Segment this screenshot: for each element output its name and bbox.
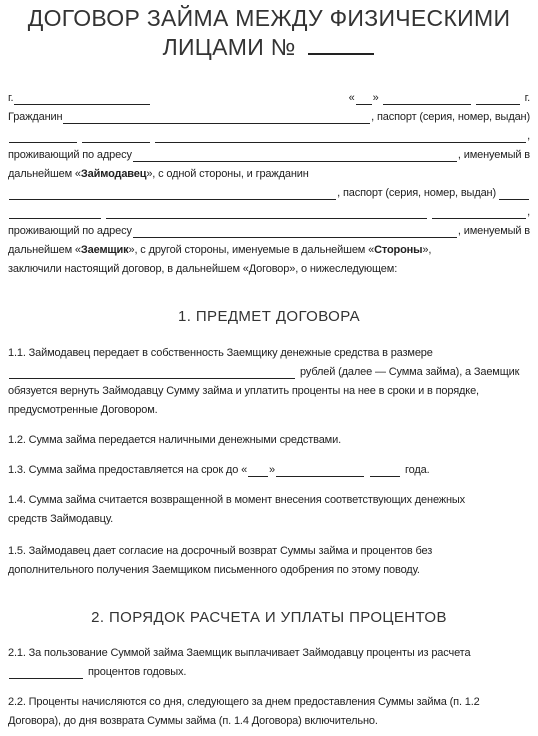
- clause-1-1-line-4: предусмотренные Договором.: [8, 404, 158, 416]
- clause-1-1-line-3: обязуется вернуть Займодавцу Сумму займа и уплатить проценты на нее в сроки и в порядке,: [8, 385, 479, 397]
- day-blank: [356, 93, 372, 105]
- interest-rate-blank: [9, 667, 83, 679]
- passport-details-line-2: [8, 205, 530, 219]
- concluded-line: заключили настоящий договор, в дальнейшем «Договор», о нижеследующем:: [8, 263, 398, 275]
- comma: ,: [527, 206, 530, 218]
- clause-1-4-line-2: средств Займодавцу.: [8, 513, 113, 525]
- term-quote-close: »: [269, 464, 276, 476]
- clause-1-5-line-1: 1.5. Займодавец дает согласие на досрочный возврат Суммы займа и процентов без: [8, 545, 433, 557]
- section-1-heading: 1. ПРЕДМЕТ ДОГОВОРА: [177, 308, 360, 325]
- term-year-blank: [370, 465, 400, 477]
- contract-number-blank: [308, 33, 374, 55]
- parties-end: »,: [422, 244, 432, 256]
- lender-address-line: [8, 148, 530, 162]
- passport-blank-1b: [82, 131, 150, 143]
- borrower-address-line: [8, 224, 530, 238]
- named-label-2: , именуемый в: [457, 225, 530, 237]
- date-quote-open: «: [348, 92, 355, 104]
- passport-label-2: , паспорт (серия, номер, выдан): [337, 187, 496, 199]
- passport-blank-2d: [432, 207, 526, 219]
- city-date-line: [8, 91, 530, 105]
- passport-details-line-1: [8, 129, 530, 143]
- annual-percent-text: процентов годовых.: [88, 666, 187, 678]
- lender-term: Займодавец: [80, 168, 147, 180]
- term-text: 1.3. Сумма займа предоставляется на срок до «: [8, 464, 248, 476]
- year-word: года.: [405, 464, 430, 476]
- lender-designation-line: [8, 167, 530, 181]
- parties-term: Стороны: [374, 244, 423, 256]
- hereinafter-text-1: дальнейшем «: [8, 168, 81, 180]
- citizen-label: Гражданин: [8, 111, 63, 123]
- document-title: [0, 4, 538, 62]
- clause-2-2-line-1: 2.2. Проценты начисляются со дня, следующего за днем предоставления Суммы займа (п. 1.2: [8, 696, 480, 708]
- clause-1-5-line-2: дополнительного получения Заемщиком письменного одобрения по этому поводу.: [8, 564, 420, 576]
- passport-blank-2b: [9, 207, 101, 219]
- year-blank: [476, 93, 520, 105]
- passport-blank-2c: [106, 207, 427, 219]
- borrower-name-blank: [9, 188, 336, 200]
- passport-blank-1c: [155, 131, 526, 143]
- passport-blank-2a: [499, 188, 529, 200]
- hereinafter-text-2: дальнейшем «: [8, 244, 81, 256]
- term-day-blank: [248, 465, 268, 477]
- citizen-line: [8, 110, 530, 124]
- borrower-address-blank: [133, 226, 457, 238]
- borrower-line: [8, 186, 530, 200]
- borrower-designation-line: [8, 243, 530, 257]
- clause-1-4-line-1: 1.4. Сумма займа считается возвращенной в момент внесения соответствующих денежных: [8, 494, 466, 506]
- clause-2-2-line-2: Договора), до дня возврата Суммы займа (п. 1.4 Договора) включительно.: [8, 715, 378, 727]
- date-quote-close: »: [372, 92, 379, 104]
- named-label-1: , именуемый в: [457, 149, 530, 161]
- title-line-2: [0, 33, 538, 62]
- clause-1-2: 1.2. Сумма займа передается наличными денежными средствами.: [8, 434, 341, 446]
- residing-label-1: проживающий по адресу: [8, 149, 132, 161]
- one-side-text: », с одной стороны, и гражданин: [146, 168, 309, 180]
- clause-1-3: [8, 463, 530, 477]
- rubles-text: рублей (далее — Сумма займа), а Заемщик: [300, 366, 520, 378]
- borrower-term: Заемщик: [80, 244, 129, 256]
- section-2-heading: 2. ПОРЯДОК РАСЧЕТА И УПЛАТЫ ПРОЦЕНТОВ: [91, 609, 447, 626]
- clause-1-1-line-2: [8, 365, 530, 379]
- clause-1-1-line-1: 1.1. Займодавец передает в собственность Заемщику денежные средства в размере: [8, 347, 433, 359]
- passport-label-1: , паспорт (серия, номер, выдан): [371, 111, 530, 123]
- clause-2-1-line-2: [8, 665, 530, 679]
- loan-amount-blank: [9, 367, 295, 379]
- clause-2-1-line-1: 2.1. За пользование Суммой займа Заемщик выплачивает Займодавцу проценты из расчета: [8, 647, 471, 659]
- month-blank: [383, 93, 471, 105]
- comma: ,: [527, 130, 530, 142]
- term-month-blank: [276, 465, 364, 477]
- lender-address-blank: [133, 150, 457, 162]
- city-blank: [14, 93, 150, 105]
- city-prefix: г.: [8, 92, 14, 104]
- passport-blank-1a: [9, 131, 77, 143]
- title-number-label: ЛИЦАМИ №: [162, 34, 296, 60]
- title-line-1: ДОГОВОР ЗАЙМА МЕЖДУ ФИЗИЧЕСКИМИ: [27, 5, 511, 31]
- lender-name-blank: [63, 112, 370, 124]
- year-suffix: г.: [524, 92, 530, 104]
- other-side-text: », с другой стороны, именуемые в дальнейшем «: [128, 244, 375, 256]
- residing-label-2: проживающий по адресу: [8, 225, 132, 237]
